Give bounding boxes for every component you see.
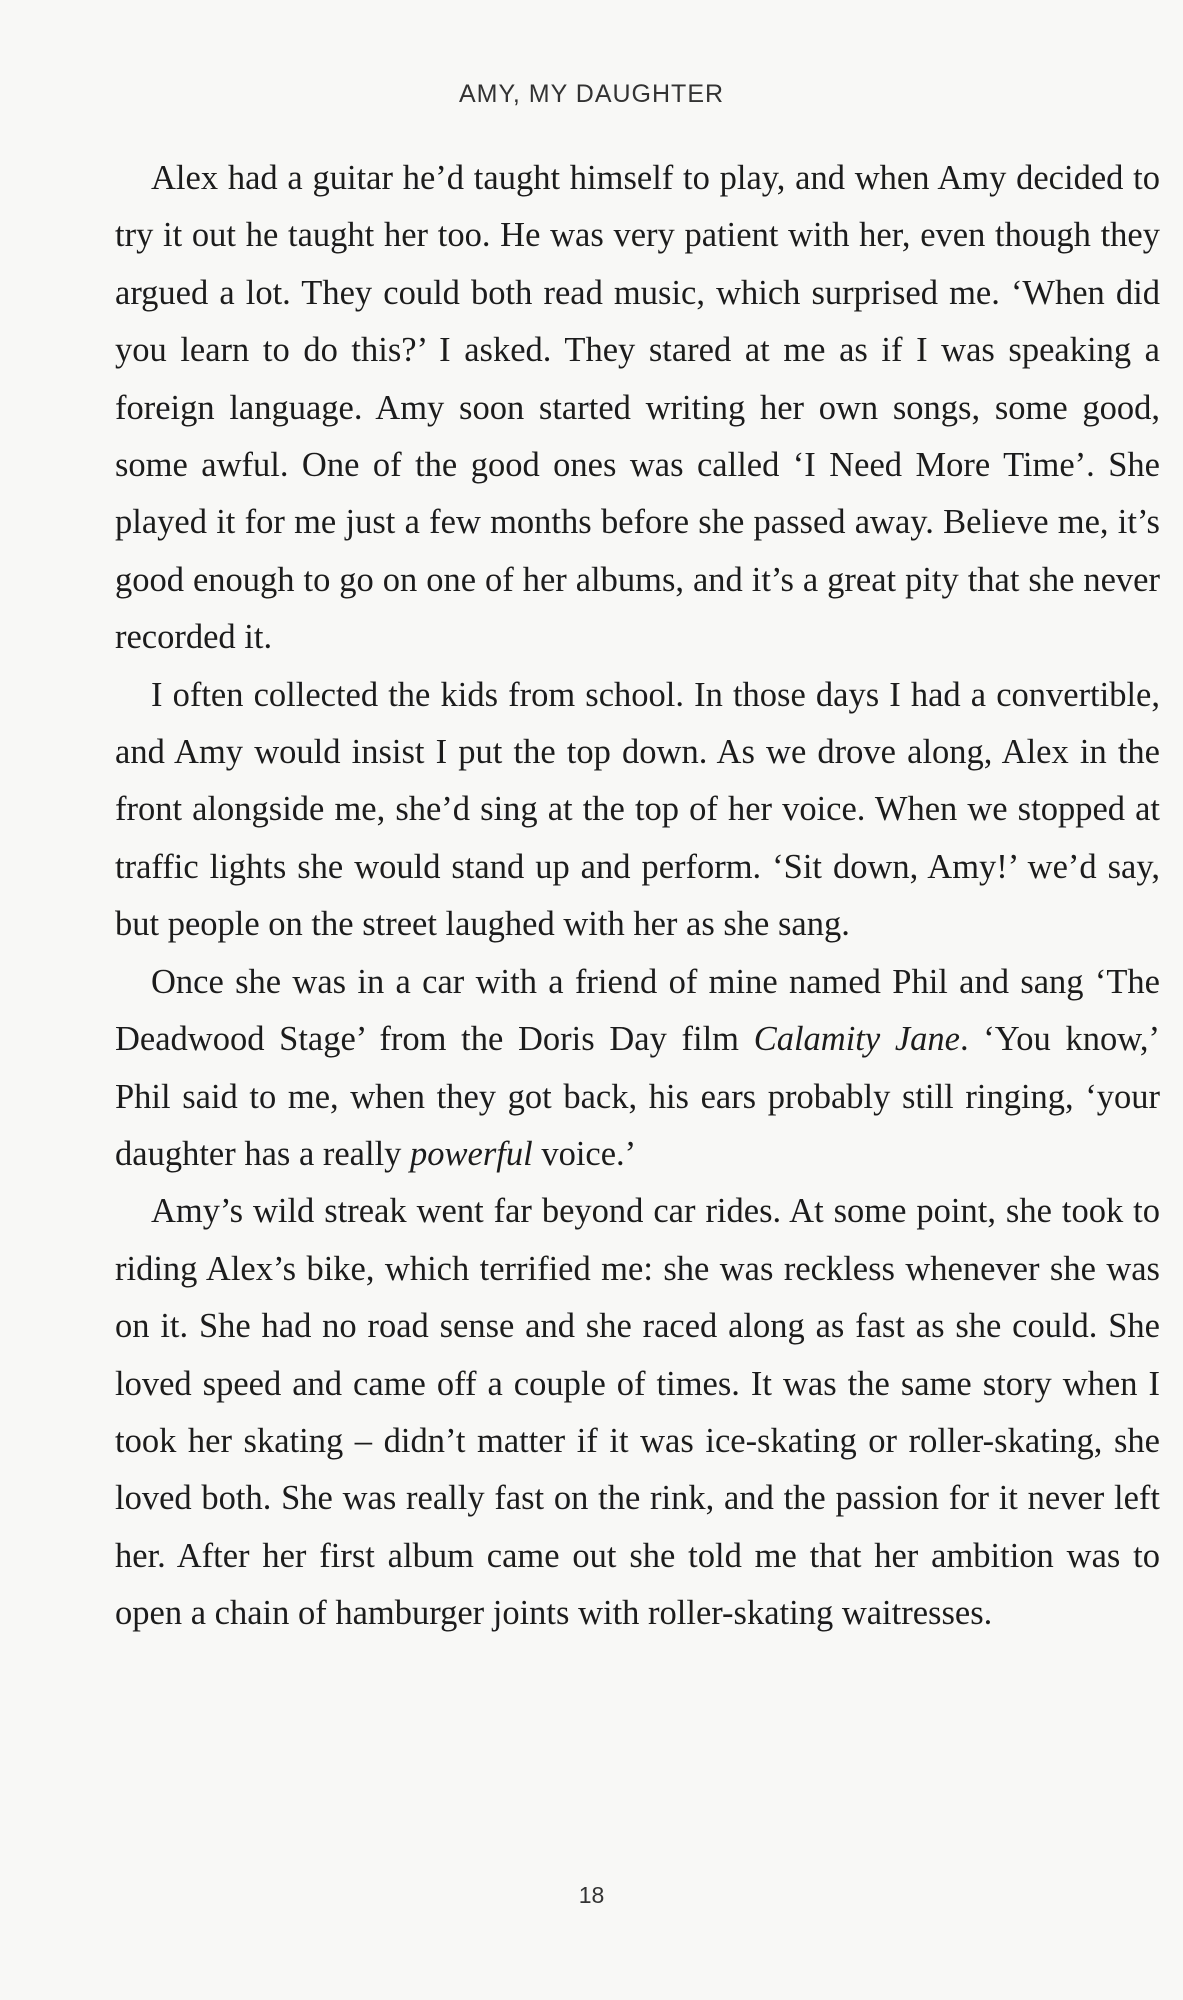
film-title: Calamity Jane	[753, 1020, 960, 1059]
paragraph-3-text-a: Once she was in a car with a friend of mine named Phil and sang ‘The Deadwood Stage’ from the Doris Day film	[115, 962, 1160, 1059]
body-text	[115, 150, 1160, 1643]
paragraph-2-text: I often collected the kids from school. In those days I had a convertible, and Amy would insist I put the top down. As we drove along, Alex in the front alongside me, she’d sing at the top of her voice. When we stopped at traffic lights she would stand up and perform. ‘Sit down, Amy!’ we’d say, but people on the street laughed with her as she sang.	[115, 675, 1160, 944]
paragraph-2	[115, 667, 1160, 954]
paragraph-3	[115, 954, 1160, 1184]
paragraph-3-text-b: . ‘You know,’ Phil said to me, when they got back, his ears probably still ringing, ‘your daughter has a really	[115, 1020, 1160, 1173]
paragraph-4-text: Amy’s wild streak went far beyond car rides. At some point, she took to riding Alex’s bike, which terrified me: she was reckless whenever she was on it. She had no road sense and she raced along as fast as she could. She loved speed and came off a couple of times. It was the same story when I took her skating – didn’t matter if it was ice-skating or roller-skating, she loved both. She was really fast on the rink, and the passion for it never left her. After her first album came out she told me that her ambition was to open a chain of hamburger joints with roller-skating waitresses.	[115, 1192, 1160, 1633]
paragraph-1	[115, 150, 1160, 667]
paragraph-1-text: Alex had a guitar he’d taught himself to play, and when Amy decided to try it out he taught her too. He was very patient with her, even though they argued a lot. They could both read music, which surprised me. ‘When did you learn to do this?’ I asked. They stared at me as if I was speaking a foreign language. Amy soon started writing her own songs, some good, some awful. One of the good ones was called ‘I Need More Time’. She played it for me just a few months before she passed away. Believe me, it’s good enough to go on one of her albums, and it’s a great pity that she never recorded it.	[115, 159, 1160, 657]
paragraph-4	[115, 1183, 1160, 1642]
running-head: AMY, MY DAUGHTER	[458, 80, 725, 108]
emphasis-word: powerful	[410, 1134, 533, 1173]
paragraph-3-text-c: voice.’	[532, 1134, 637, 1173]
page-number: 18	[578, 1882, 605, 1908]
